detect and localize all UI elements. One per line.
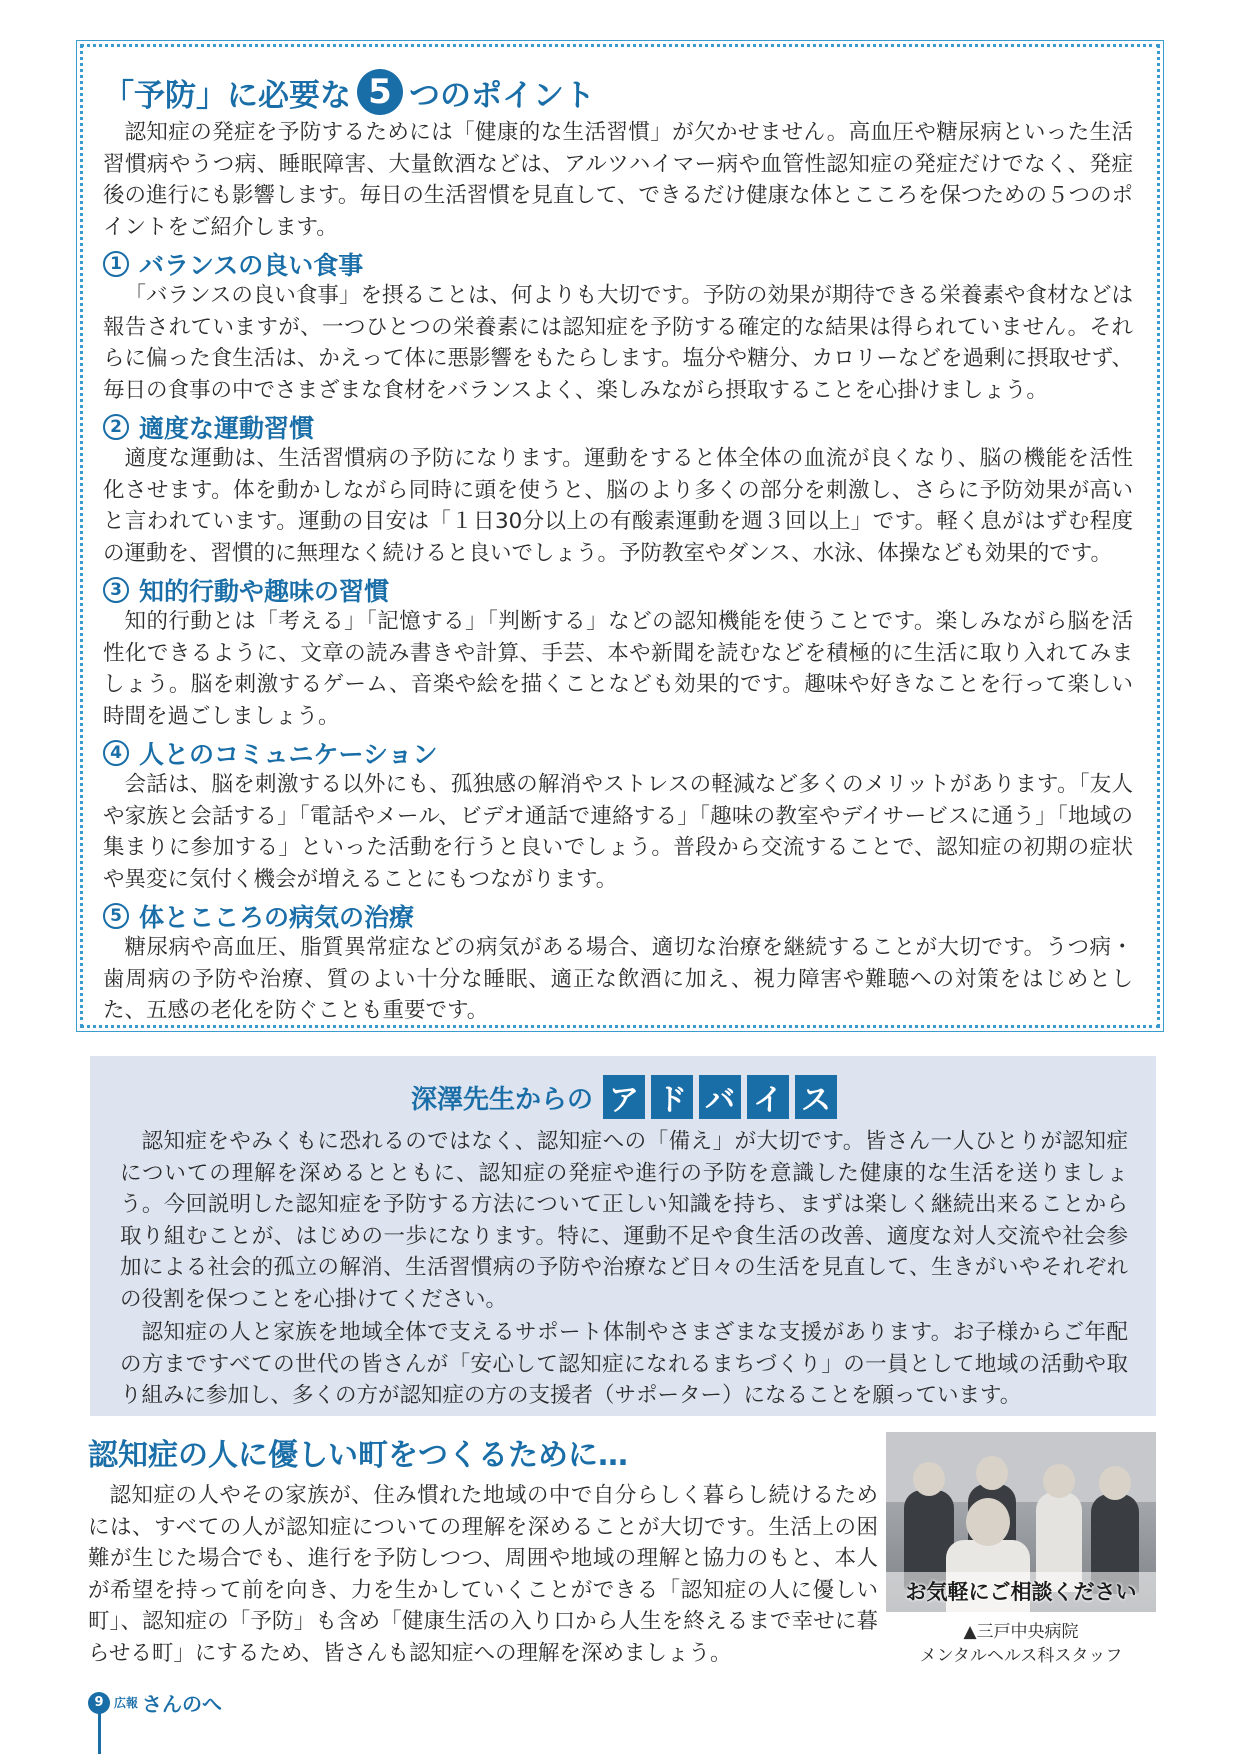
publication-name: さんのへ bbox=[142, 1692, 223, 1716]
circled-number-4: 4 bbox=[103, 740, 129, 766]
footer-divider-line bbox=[98, 1712, 101, 1754]
points-title bbox=[103, 67, 1133, 117]
point-3-title: 知的行動や趣味の習慣 bbox=[139, 576, 390, 606]
points-title-suffix: つのポイント bbox=[409, 77, 595, 114]
publication-label: 広報 bbox=[114, 1696, 139, 1710]
point-4-heading bbox=[103, 736, 1133, 769]
town-body: 認知症の人やその家族が、住み慣れた地域の中で自分らしく暮らし続けるためには、すべての人が認知症についての理解を深めることが大切です。生活上の困難が生じた場合でも、進行を予防しつつ、周囲や地域の理解と協力のもと、本人が希望を持って前を向き、力を生かしていくことができる「認知症の人に優しい町」、認知症の「予防」も含め「健康生活の入り口から人生を終えるまで幸せに暮らせる町」にするため、皆さんも認知症への理解を深めましょう。 bbox=[88, 1483, 878, 1666]
circled-number-2: 2 bbox=[103, 414, 129, 440]
page-number: 9 bbox=[88, 1692, 110, 1714]
advice-title-char: ア bbox=[603, 1075, 645, 1119]
point-2-body: 適度な運動は、生活習慣病の予防になります。運動をすると体全体の血流が良くなり、脳の機能を活性化させます。体を動かしながら同時に頭を使うと、脳のより多くの部分を刺激し、さらに予防効果が高いと言われています。運動の目安は「１日30分以上の有酸素運動を週３回以上」です。軽く息がはずむ程度の運動を、習慣的に無理なく続けると良いでしょう。予防教室やダンス、水泳、体操なども効果的です。 bbox=[103, 446, 1133, 566]
points-intro: 認知症の発症を予防するためには「健康的な生活習慣」が欠かせません。高血圧や糖尿病といった生活習慣病やうつ病、睡眠障害、大量飲酒などは、アルツハイマー病や血管性認知症の発症だけでなく、発症後の進行にも影響します。毎日の生活習慣を見直して、できるだけ健康な体とこころを保つための５つのポイントをご紹介します。 bbox=[103, 120, 1133, 240]
circled-number-1: 1 bbox=[103, 251, 129, 277]
circled-number-5: 5 bbox=[103, 903, 129, 929]
advice-title bbox=[120, 1070, 1128, 1124]
advice-title-char: ド bbox=[651, 1075, 693, 1119]
dementia-friendly-town-section bbox=[88, 1432, 878, 1669]
point-1-title: バランスの良い食事 bbox=[139, 250, 364, 280]
staff-photo bbox=[886, 1432, 1156, 1612]
advice-title-char: バ bbox=[699, 1075, 741, 1119]
point-5-body: 糖尿病や高血圧、脂質異常症などの病気がある場合、適切な治療を継続することが大切です。うつ病・歯周病の予防や治療、質のよい十分な睡眠、適正な飲酒に加え、視力障害や難聴への対策をはじめとした、五感の老化を防ぐことも重要です。 bbox=[103, 935, 1133, 1023]
advice-paragraph-1: 認知症をやみくもに恐れるのではなく、認知症への「備え」が大切です。皆さん一人ひとりが認知症についての理解を深めるとともに、認知症の発症や進行の予防を意識した健康的な生活を送りましょう。今回説明した認知症を予防する方法について正しい知識を持ち、まずは楽しく継続出来ることから取り組むことが、はじめの一歩になります。特に、運動不足や食生活の改善、適度な対人交流や社会参加による社会的孤立の解消、生活習慣病の予防や治療など日々の生活を見直して、生きがいやそれぞれの役割を保つことを心掛けてください。 bbox=[120, 1129, 1128, 1312]
photo-credit-line2: メンタルヘルス科スタッフ bbox=[919, 1646, 1123, 1666]
point-1-heading bbox=[103, 247, 1133, 280]
point-1-body: 「バランスの良い食事」を摂ることは、何よりも大切です。予防の効果が期待できる栄養素や食材などは報告されていますが、一つひとつの栄養素には認知症を予防する確定的な結果は得られていません。それらに偏った食生活は、かえって体に悪影響をもたらします。塩分や糖分、カロリーなどを過剰に摂取せず、毎日の食事の中でさまざまな食材をバランスよく、楽しみながら摂取することを心掛けましょう。 bbox=[103, 283, 1133, 403]
points-title-prefix: 「予防」に必要な bbox=[103, 77, 351, 114]
staff-head bbox=[976, 1456, 1008, 1490]
point-4-body: 会話は、脳を刺激する以外にも、孤独感の解消やストレスの軽減など多くのメリットがあります。「友人や家族と会話する」「電話やメール、ビデオ通話で連絡する」「趣味の教室やデイサービスに通う」「地域の集まりに参加する」といった活動を行うと良いでしょう。普段から交流することで、認知症の初期の症状や異変に気付く機会が増えることにもつながります。 bbox=[103, 772, 1133, 892]
circled-number-3: 3 bbox=[103, 577, 129, 603]
advice-title-char: ス bbox=[795, 1075, 837, 1119]
point-4-title: 人とのコミュニケーション bbox=[139, 739, 438, 769]
advice-title-prefix: 深澤先生からの bbox=[410, 1084, 593, 1115]
point-3-body: 知的行動とは「考える」「記憶する」「判断する」などの認知機能を使うことです。楽しみながら脳を活性化できるように、文章の読み書きや計算、手芸、本や新聞を読むなどを積極的に生活に取り入れてみましょう。脳を刺激するゲーム、音楽や絵を描くことなども効果的です。趣味や好きなことを行って楽しい時間を過ごしましょう。 bbox=[103, 609, 1133, 729]
page-footer bbox=[88, 1688, 222, 1717]
point-3-heading bbox=[103, 573, 1133, 606]
staff-head bbox=[1099, 1466, 1131, 1500]
point-2-heading bbox=[103, 410, 1133, 443]
staff-head bbox=[913, 1462, 945, 1496]
advice-title-char: イ bbox=[747, 1075, 789, 1119]
prevention-points-box bbox=[80, 44, 1160, 1028]
point-5-heading bbox=[103, 899, 1133, 932]
photo-credit-line1: ▲三戸中央病院 bbox=[963, 1622, 1079, 1642]
photo-credit bbox=[886, 1620, 1156, 1668]
point-2-title: 適度な運動習慣 bbox=[139, 413, 315, 443]
doctor-head bbox=[966, 1498, 1010, 1546]
staff-head bbox=[1043, 1464, 1075, 1498]
point-5-title: 体とこころの病気の治療 bbox=[139, 902, 415, 932]
number-five-badge: 5 bbox=[357, 69, 403, 115]
advice-paragraph-2: 認知症の人と家族を地域全体で支えるサポート体制やさまざまな支援があります。お子様からご年配の方まですべての世代の皆さんが「安心して認知症になれるまちづくり」の一員として地域の活動や取り組みに参加し、多くの方が認知症の方の支援者（サポーター）になることを願っています。 bbox=[120, 1320, 1128, 1408]
advice-box bbox=[90, 1056, 1156, 1416]
photo-overlay-text: お気軽にご相談ください bbox=[905, 1580, 1137, 1604]
town-title: 認知症の人に優しい町をつくるために… bbox=[88, 1438, 628, 1473]
